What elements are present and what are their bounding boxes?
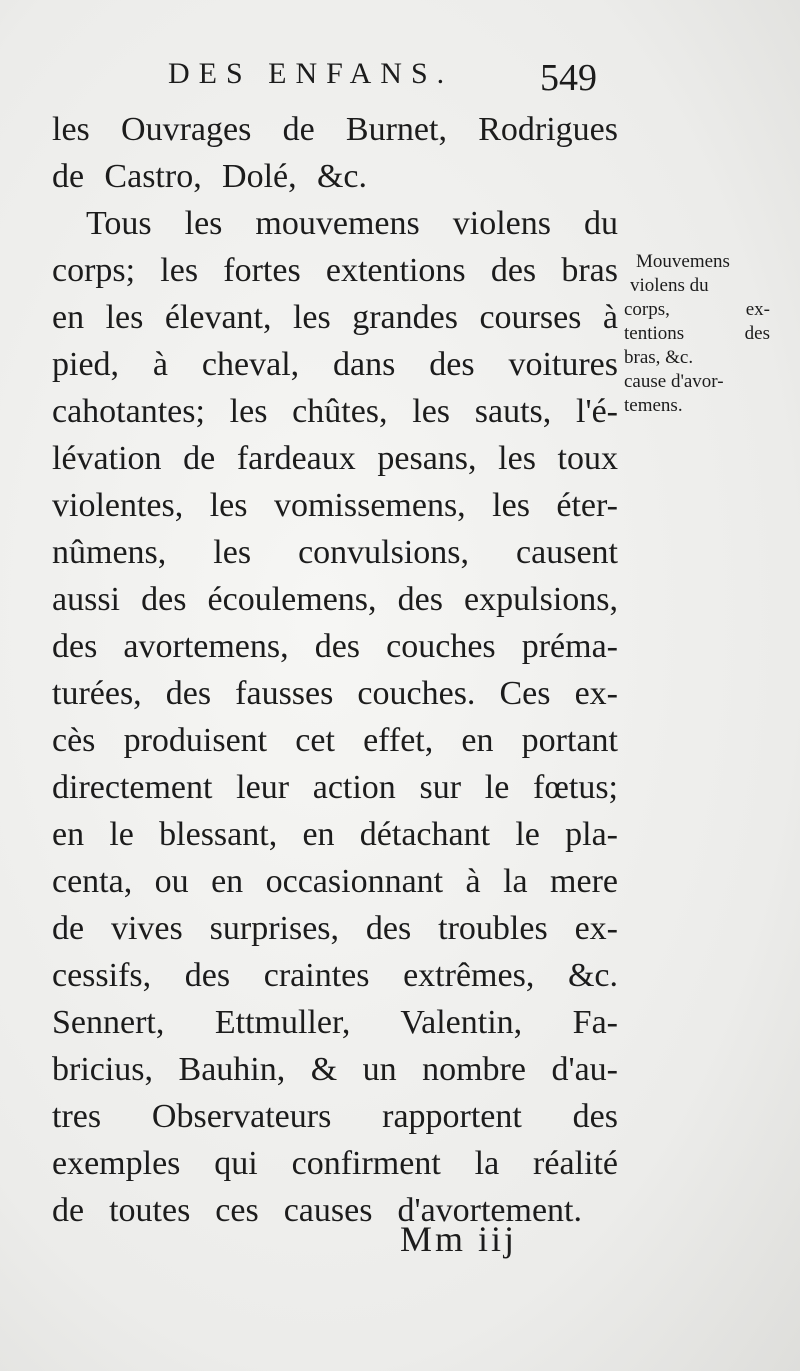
margin-note — [624, 250, 770, 418]
text-line: exemples qui confirment la réalité — [52, 1145, 618, 1182]
text-line: directement leur action sur le fœtus; — [52, 769, 618, 806]
text-line: bricius, Bauhin, & un nombre d'au- — [52, 1051, 618, 1088]
text-line: des avortemens, des couches préma- — [52, 628, 618, 665]
text-line: centa, ou en occasionnant à la mere — [52, 863, 618, 900]
text-line: corps; les fortes extentions des bras — [52, 252, 618, 289]
text-line: cessifs, des craintes extrêmes, &c. — [52, 957, 618, 994]
text-line: en le blessant, en détachant le pla- — [52, 816, 618, 853]
text-line: tres Observateurs rapportent des — [52, 1098, 618, 1135]
text-line: les Ouvrages de Burnet, Rodrigues — [52, 111, 618, 148]
text-line: pied, à cheval, dans des voitures — [52, 346, 618, 383]
page-number: 549 — [540, 57, 597, 99]
paragraph-start-line: Tous les mouvemens violens du — [86, 205, 618, 242]
text-line: turées, des fausses couches. Ces ex- — [52, 675, 618, 712]
margin-note-line: Mouvemens — [636, 251, 730, 272]
text-line: cahotantes; les chûtes, les sauts, l'é- — [52, 393, 618, 430]
text-line: de toutes ces causes d'avortement. — [52, 1192, 582, 1229]
text-line: Sennert, Ettmuller, Valentin, Fa- — [52, 1004, 618, 1041]
text-line: nûmens, les convulsions, causent — [52, 534, 618, 571]
text-line: en les élevant, les grandes courses à — [52, 299, 618, 336]
text-line: de vives surprises, des troubles ex- — [52, 910, 618, 947]
text-line: lévation de fardeaux pesans, les toux — [52, 440, 618, 477]
margin-note-line: cause d'avor- — [624, 371, 724, 392]
margin-note-line: corps, ex- — [624, 299, 770, 320]
text-line: de Castro, Dolé, &c. — [52, 158, 367, 195]
body-text — [52, 106, 618, 1234]
text-line: aussi des écoulemens, des expulsions, — [52, 581, 618, 618]
running-head: DES ENFANS. — [168, 57, 454, 90]
text-line: violentes, les vomissemens, les éter- — [52, 487, 618, 524]
text-line: cès produisent cet effet, en portant — [52, 722, 618, 759]
margin-note-line: violens du — [630, 275, 709, 296]
signature-mark: Mm iij — [400, 1219, 518, 1259]
margin-note-line: bras, &c. — [624, 347, 694, 368]
margin-note-line: temens. — [624, 395, 683, 416]
margin-note-line: tentions des — [624, 323, 770, 344]
